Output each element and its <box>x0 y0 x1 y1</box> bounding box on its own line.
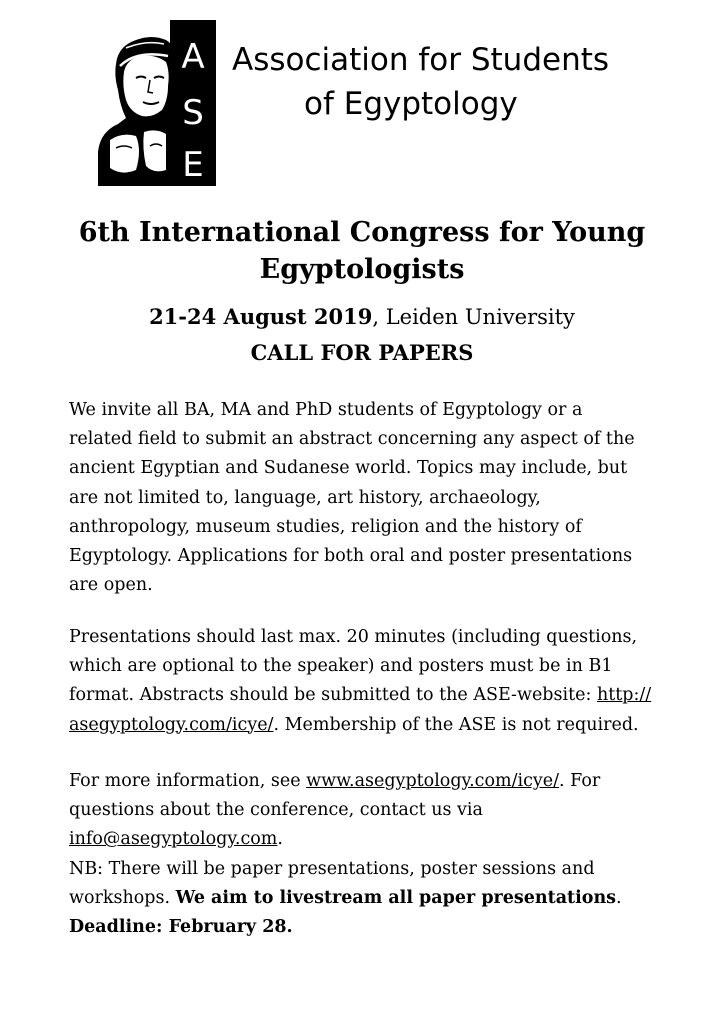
text-line: questions about the conference, contact us via <box>69 800 483 821</box>
text-segment: . <box>616 887 622 908</box>
text-segment: For more information, see <box>69 771 307 791</box>
text-segment: format. Abstracts should be submitted to the ASE-website: <box>69 685 597 706</box>
text-line: ancient Egyptian and Sudanese world. Topics may include, but <box>69 458 628 479</box>
text-segment: . For <box>559 771 601 791</box>
text-line <box>69 681 669 710</box>
event-title <box>40 214 684 288</box>
text-line <box>69 711 669 740</box>
event-title-line2: Egyptologists <box>259 254 465 285</box>
text-line <box>69 884 669 913</box>
paragraph-invitation <box>69 396 669 600</box>
info-website-link[interactable]: www.asegyptology.com/icye/ <box>306 771 560 791</box>
text-line: We invite all BA, MA and PhD students of Egyptology or a <box>69 400 583 420</box>
logo-letter-e: E <box>182 145 204 185</box>
paragraph-information <box>69 767 669 942</box>
contact-email-link[interactable]: info@asegyptology.com <box>69 829 278 850</box>
paragraph-presentations <box>69 623 669 740</box>
pharaoh-head-icon <box>96 20 222 186</box>
text-line: are open. <box>69 575 153 596</box>
event-title-line1: 6th International Congress for Young <box>78 217 646 248</box>
text-segment: workshops. <box>69 887 176 908</box>
event-venue: , Leiden University <box>372 305 575 329</box>
livestream-note: We aim to livestream all paper presentations <box>175 887 617 908</box>
ase-logo <box>96 20 222 186</box>
text-line: are not limited to, language, art history, archaeology, <box>69 487 541 508</box>
website-link-part2[interactable]: asegyptology.com/icye/ <box>69 714 274 735</box>
text-segment: . <box>277 829 283 850</box>
organization-name-line2: of Egyptology <box>304 86 518 122</box>
text-line: which are optional to the speaker) and posters must be in B1 <box>69 656 613 677</box>
website-link-part1[interactable]: http:// <box>596 685 652 706</box>
logo-letter-a: A <box>181 37 205 77</box>
event-dates: 21-24 August 2019 <box>149 304 373 329</box>
text-line: Presentations should last max. 20 minutes (including questions, <box>69 627 638 647</box>
text-line: anthropology, museum studies, religion and the history of <box>69 516 582 537</box>
text-line: related field to submit an abstract concerning any aspect of the <box>69 429 635 450</box>
logo-letter-s: S <box>182 93 204 133</box>
deadline-text: Deadline: February 28. <box>69 917 293 938</box>
text-line <box>69 825 669 854</box>
organization-name <box>232 38 692 126</box>
text-line <box>69 767 669 796</box>
organization-name-line1: Association for Students <box>232 42 610 78</box>
event-dateline <box>40 302 684 332</box>
text-segment: . Membership of the ASE is not required. <box>273 714 639 735</box>
call-for-papers-heading: CALL FOR PAPERS <box>250 340 474 365</box>
text-line: NB: There will be paper presentations, poster sessions and <box>69 858 595 879</box>
text-line: Egyptology. Applications for both oral and poster presentations <box>69 546 633 567</box>
